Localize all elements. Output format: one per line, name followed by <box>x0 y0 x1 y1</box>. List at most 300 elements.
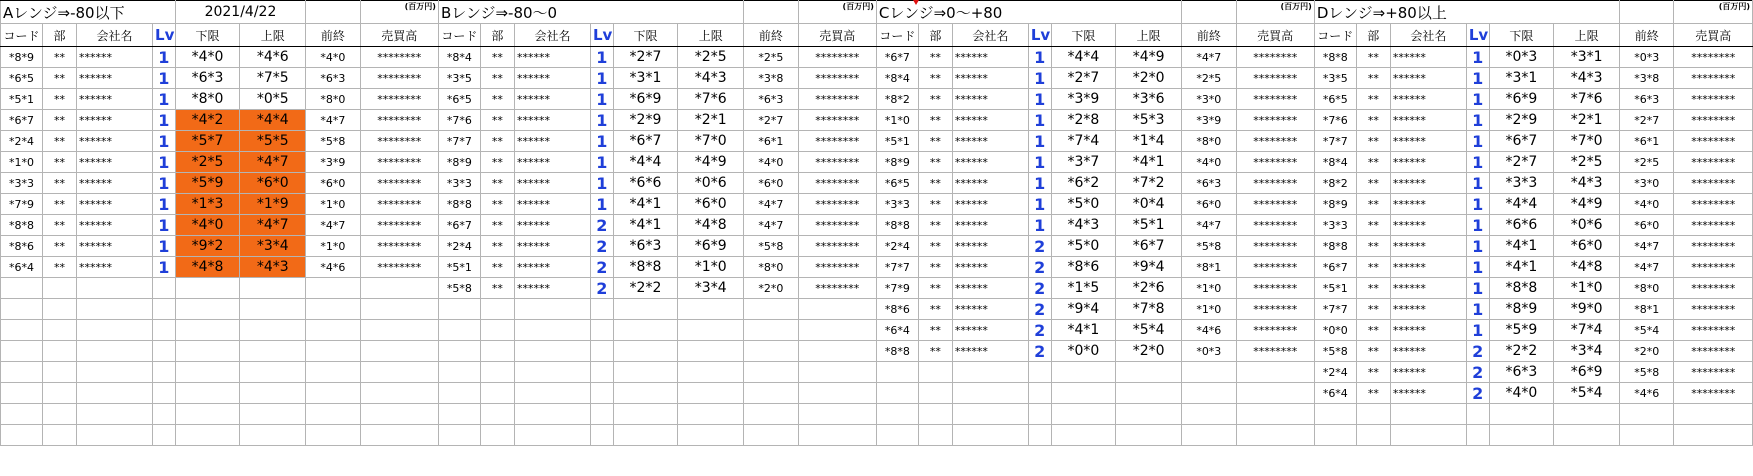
empty-cell[interactable] <box>613 362 678 383</box>
empty-cell[interactable] <box>678 320 744 341</box>
column-header[interactable]: 会社名 <box>1390 24 1466 47</box>
empty-cell[interactable] <box>360 299 438 320</box>
cell-hi[interactable]: *2*1 <box>1554 110 1620 131</box>
cell-name[interactable]: ****** <box>77 89 153 110</box>
cell-lv[interactable]: 1 <box>1028 110 1051 131</box>
empty-cell[interactable] <box>360 383 438 404</box>
cell-lv[interactable]: 1 <box>153 236 176 257</box>
empty-cell[interactable] <box>1028 383 1051 404</box>
cell-prev[interactable]: *6*0 <box>1182 194 1236 215</box>
cell-bu[interactable]: ** <box>1356 68 1390 89</box>
cell-name[interactable]: ****** <box>77 110 153 131</box>
cell-name[interactable]: ****** <box>514 257 590 278</box>
column-header[interactable]: コード <box>438 24 480 47</box>
cell-hi[interactable]: *4*9 <box>1116 47 1182 68</box>
empty-cell[interactable] <box>876 383 918 404</box>
empty-cell[interactable] <box>306 299 360 320</box>
empty-cell[interactable] <box>1028 362 1051 383</box>
cell-bu[interactable]: ** <box>42 257 76 278</box>
empty-cell[interactable] <box>1489 404 1554 425</box>
cell-vol[interactable]: ******** <box>1236 236 1314 257</box>
empty-cell[interactable] <box>918 362 952 383</box>
cell-prev[interactable]: *4*6 <box>306 257 360 278</box>
empty-cell[interactable] <box>360 278 438 299</box>
cell-bu[interactable]: ** <box>1356 362 1390 383</box>
cell-lo[interactable]: *5*9 <box>1489 320 1554 341</box>
cell-prev[interactable]: *4*6 <box>1182 320 1236 341</box>
cell-name[interactable]: ****** <box>514 152 590 173</box>
cell-code[interactable]: *8*2 <box>1314 173 1356 194</box>
cell-bu[interactable]: ** <box>1356 257 1390 278</box>
cell-code[interactable]: *5*1 <box>876 131 918 152</box>
cell-prev[interactable]: *2*0 <box>1620 341 1674 362</box>
cell-lo[interactable]: *4*0 <box>175 215 240 236</box>
empty-cell[interactable] <box>876 425 918 446</box>
cell-hi[interactable]: *4*4 <box>240 110 306 131</box>
empty-cell[interactable] <box>1 404 43 425</box>
cell-lv[interactable]: 1 <box>590 194 613 215</box>
cell-name[interactable]: ****** <box>1390 173 1466 194</box>
cell-lo[interactable]: *8*8 <box>613 257 678 278</box>
cell-hi[interactable]: *7*2 <box>1116 173 1182 194</box>
cell-bu[interactable]: ** <box>918 173 952 194</box>
cell-lo[interactable]: *7*4 <box>1051 131 1116 152</box>
cell-hi[interactable]: *0*4 <box>1116 194 1182 215</box>
cell-lv[interactable]: 1 <box>1466 152 1489 173</box>
cell-prev[interactable]: *3*9 <box>1182 110 1236 131</box>
cell-lv[interactable]: 2 <box>590 257 613 278</box>
empty-cell[interactable] <box>1 320 43 341</box>
cell-vol[interactable]: ******** <box>360 68 438 89</box>
cell-lo[interactable]: *6*9 <box>1489 89 1554 110</box>
cell-lv[interactable]: 1 <box>590 131 613 152</box>
cell-name[interactable]: ****** <box>514 236 590 257</box>
empty-cell[interactable] <box>42 278 76 299</box>
empty-cell[interactable] <box>1236 383 1314 404</box>
empty-cell[interactable] <box>1 425 43 446</box>
cell-lv[interactable]: 2 <box>1028 257 1051 278</box>
cell-hi[interactable]: *1*9 <box>240 194 306 215</box>
cell-bu[interactable]: ** <box>42 131 76 152</box>
empty-cell[interactable] <box>1182 425 1236 446</box>
cell-hi[interactable]: *6*7 <box>1116 236 1182 257</box>
empty-cell[interactable] <box>480 299 514 320</box>
cell-name[interactable]: ****** <box>514 89 590 110</box>
cell-hi[interactable]: *4*9 <box>678 152 744 173</box>
empty-cell[interactable] <box>240 299 306 320</box>
cell-hi[interactable]: *4*8 <box>1554 257 1620 278</box>
cell-lo[interactable]: *2*9 <box>1489 110 1554 131</box>
empty-cell[interactable] <box>306 341 360 362</box>
empty-cell[interactable] <box>1 341 43 362</box>
cell-hi[interactable]: *7*5 <box>240 68 306 89</box>
empty-cell[interactable] <box>1236 362 1314 383</box>
cell-lo[interactable]: *8*0 <box>175 89 240 110</box>
cell-bu[interactable]: ** <box>918 320 952 341</box>
cell-name[interactable]: ****** <box>1390 110 1466 131</box>
cell-vol[interactable]: ******** <box>1674 341 1753 362</box>
cell-vol[interactable]: ******** <box>1236 152 1314 173</box>
cell-hi[interactable]: *2*6 <box>1116 278 1182 299</box>
empty-cell[interactable] <box>1314 404 1356 425</box>
cell-name[interactable]: ****** <box>1390 152 1466 173</box>
empty-cell[interactable] <box>514 362 590 383</box>
cell-hi[interactable]: *6*0 <box>678 194 744 215</box>
empty-cell[interactable] <box>952 404 1028 425</box>
cell-lo[interactable]: *4*4 <box>1051 47 1116 68</box>
cell-lo[interactable]: *6*2 <box>1051 173 1116 194</box>
empty-cell[interactable] <box>175 404 240 425</box>
cell-vol[interactable]: ******** <box>798 131 876 152</box>
cell-code[interactable]: *3*5 <box>1314 68 1356 89</box>
empty-cell[interactable] <box>744 383 798 404</box>
empty-cell[interactable] <box>1390 404 1466 425</box>
cell-lo[interactable]: *6*6 <box>613 173 678 194</box>
cell-lo[interactable]: *4*8 <box>175 257 240 278</box>
cell-prev[interactable]: *5*8 <box>744 236 798 257</box>
cell-lo[interactable]: *2*9 <box>613 110 678 131</box>
cell-lv[interactable]: 1 <box>1028 68 1051 89</box>
cell-lv[interactable]: 1 <box>1466 278 1489 299</box>
cell-prev[interactable]: *6*0 <box>1620 215 1674 236</box>
cell-lo[interactable]: *9*2 <box>175 236 240 257</box>
cell-name[interactable]: ****** <box>514 194 590 215</box>
empty-cell[interactable] <box>1314 425 1356 446</box>
cell-hi[interactable]: *4*3 <box>1554 173 1620 194</box>
cell-lo[interactable]: *4*1 <box>1051 320 1116 341</box>
cell-lo[interactable]: *4*0 <box>175 47 240 68</box>
cell-code[interactable]: *6*5 <box>1314 89 1356 110</box>
cell-lv[interactable]: 1 <box>153 68 176 89</box>
column-header[interactable]: Lv <box>590 24 613 47</box>
empty-cell[interactable] <box>480 383 514 404</box>
empty-cell[interactable] <box>1116 383 1182 404</box>
empty-cell[interactable] <box>153 362 176 383</box>
cell-vol[interactable]: ******** <box>1236 215 1314 236</box>
cell-name[interactable]: ****** <box>77 47 153 68</box>
empty-cell[interactable] <box>77 278 153 299</box>
cell-lv[interactable]: 1 <box>153 257 176 278</box>
cell-vol[interactable]: ******** <box>360 110 438 131</box>
cell-code[interactable]: *0*0 <box>1314 320 1356 341</box>
cell-bu[interactable]: ** <box>480 131 514 152</box>
cell-name[interactable]: ****** <box>77 215 153 236</box>
cell-bu[interactable]: ** <box>1356 320 1390 341</box>
empty-cell[interactable] <box>613 404 678 425</box>
cell-code[interactable]: *8*4 <box>876 68 918 89</box>
cell-bu[interactable]: ** <box>1356 131 1390 152</box>
empty-cell[interactable] <box>590 362 613 383</box>
cell-lv[interactable]: 1 <box>1466 110 1489 131</box>
empty-cell[interactable] <box>42 362 76 383</box>
cell-lv[interactable]: 2 <box>1466 362 1489 383</box>
cell-code[interactable]: *6*5 <box>1 68 43 89</box>
cell-hi[interactable]: *3*6 <box>1116 89 1182 110</box>
cell-bu[interactable]: ** <box>918 194 952 215</box>
cell-bu[interactable]: ** <box>918 47 952 68</box>
cell-lv[interactable]: 1 <box>1466 173 1489 194</box>
cell-lo[interactable]: *4*3 <box>1051 215 1116 236</box>
cell-code[interactable]: *8*8 <box>1 215 43 236</box>
cell-bu[interactable]: ** <box>42 89 76 110</box>
empty-cell[interactable] <box>1674 404 1753 425</box>
cell-name[interactable]: ****** <box>1390 236 1466 257</box>
cell-vol[interactable]: ******** <box>360 152 438 173</box>
column-header[interactable]: コード <box>1 24 43 47</box>
cell-hi[interactable]: *0*6 <box>1554 215 1620 236</box>
column-header[interactable]: 売買高 <box>798 24 876 47</box>
cell-vol[interactable]: ******** <box>1674 362 1753 383</box>
column-header[interactable]: 上限 <box>240 24 306 47</box>
cell-hi[interactable]: *2*0 <box>1116 341 1182 362</box>
empty-cell[interactable] <box>798 341 876 362</box>
empty-cell[interactable] <box>175 299 240 320</box>
empty-cell[interactable] <box>175 362 240 383</box>
empty-cell[interactable] <box>438 383 480 404</box>
cell-code[interactable]: *8*8 <box>438 194 480 215</box>
cell-lv[interactable]: 1 <box>1466 257 1489 278</box>
empty-cell[interactable] <box>590 383 613 404</box>
cell-name[interactable]: ****** <box>1390 383 1466 404</box>
cell-name[interactable]: ****** <box>514 47 590 68</box>
cell-lo[interactable]: *5*0 <box>1051 236 1116 257</box>
cell-hi[interactable]: *5*3 <box>1116 110 1182 131</box>
cell-bu[interactable]: ** <box>480 194 514 215</box>
empty-cell[interactable] <box>678 299 744 320</box>
cell-bu[interactable]: ** <box>480 47 514 68</box>
cell-hi[interactable]: *6*0 <box>1554 236 1620 257</box>
cell-vol[interactable]: ******** <box>1674 236 1753 257</box>
cell-bu[interactable]: ** <box>1356 110 1390 131</box>
cell-code[interactable]: *7*7 <box>1314 299 1356 320</box>
empty-cell[interactable] <box>1554 425 1620 446</box>
cell-lv[interactable]: 1 <box>153 47 176 68</box>
cell-bu[interactable]: ** <box>1356 215 1390 236</box>
cell-code[interactable]: *8*6 <box>1 236 43 257</box>
empty-cell[interactable] <box>1 278 43 299</box>
cell-vol[interactable]: ******** <box>1236 47 1314 68</box>
cell-vol[interactable]: ******** <box>360 89 438 110</box>
column-header[interactable]: 売買高 <box>1236 24 1314 47</box>
cell-code[interactable]: *6*7 <box>438 215 480 236</box>
empty-cell[interactable] <box>1236 425 1314 446</box>
cell-name[interactable]: ****** <box>1390 362 1466 383</box>
empty-cell[interactable] <box>514 320 590 341</box>
empty-cell[interactable] <box>590 341 613 362</box>
empty-cell[interactable] <box>1356 404 1390 425</box>
cell-prev[interactable]: *5*8 <box>306 131 360 152</box>
cell-code[interactable]: *7*7 <box>876 257 918 278</box>
cell-vol[interactable]: ******** <box>798 47 876 68</box>
cell-bu[interactable]: ** <box>1356 278 1390 299</box>
cell-name[interactable]: ****** <box>952 299 1028 320</box>
cell-prev[interactable]: *8*0 <box>1182 131 1236 152</box>
empty-cell[interactable] <box>360 320 438 341</box>
cell-lo[interactable]: *5*9 <box>175 173 240 194</box>
cell-vol[interactable]: ******** <box>1674 68 1753 89</box>
cell-lv[interactable]: 1 <box>1466 89 1489 110</box>
cell-hi[interactable]: *3*4 <box>240 236 306 257</box>
cell-lo[interactable]: *8*9 <box>1489 299 1554 320</box>
empty-cell[interactable] <box>480 341 514 362</box>
cell-name[interactable]: ****** <box>77 152 153 173</box>
cell-name[interactable]: ****** <box>952 194 1028 215</box>
cell-name[interactable]: ****** <box>1390 68 1466 89</box>
cell-lv[interactable]: 1 <box>153 152 176 173</box>
empty-cell[interactable] <box>240 383 306 404</box>
cell-vol[interactable]: ******** <box>798 257 876 278</box>
empty-cell[interactable] <box>678 341 744 362</box>
cell-name[interactable]: ****** <box>1390 257 1466 278</box>
empty-cell[interactable] <box>952 362 1028 383</box>
empty-cell[interactable] <box>798 320 876 341</box>
empty-cell[interactable] <box>42 299 76 320</box>
cell-vol[interactable]: ******** <box>1236 278 1314 299</box>
column-header[interactable]: Lv <box>1466 24 1489 47</box>
cell-bu[interactable]: ** <box>918 299 952 320</box>
cell-bu[interactable]: ** <box>1356 89 1390 110</box>
cell-lo[interactable]: *3*1 <box>1489 68 1554 89</box>
cell-hi[interactable]: *7*0 <box>1554 131 1620 152</box>
cell-lo[interactable]: *2*5 <box>175 152 240 173</box>
cell-code[interactable]: *6*7 <box>1 110 43 131</box>
empty-cell[interactable] <box>77 320 153 341</box>
cell-lo[interactable]: *5*7 <box>175 131 240 152</box>
cell-prev[interactable]: *3*9 <box>306 152 360 173</box>
cell-bu[interactable]: ** <box>42 236 76 257</box>
cell-bu[interactable]: ** <box>1356 173 1390 194</box>
cell-code[interactable]: *6*7 <box>1314 257 1356 278</box>
empty-cell[interactable] <box>438 299 480 320</box>
cell-lo[interactable]: *8*8 <box>1489 278 1554 299</box>
cell-name[interactable]: ****** <box>514 110 590 131</box>
empty-cell[interactable] <box>175 278 240 299</box>
cell-prev[interactable]: *5*4 <box>1620 320 1674 341</box>
cell-bu[interactable]: ** <box>918 341 952 362</box>
empty-cell[interactable] <box>1620 425 1674 446</box>
empty-cell[interactable] <box>876 362 918 383</box>
cell-hi[interactable]: *4*7 <box>240 215 306 236</box>
cell-code[interactable]: *8*4 <box>438 47 480 68</box>
cell-code[interactable]: *7*9 <box>1 194 43 215</box>
empty-cell[interactable] <box>1 383 43 404</box>
column-header[interactable]: 下限 <box>613 24 678 47</box>
cell-vol[interactable]: ******** <box>798 236 876 257</box>
cell-code[interactable]: *3*3 <box>1314 215 1356 236</box>
empty-cell[interactable] <box>1051 404 1116 425</box>
empty-cell[interactable] <box>613 299 678 320</box>
cell-vol[interactable]: ******** <box>1674 299 1753 320</box>
empty-cell[interactable] <box>744 320 798 341</box>
cell-lv[interactable]: 1 <box>1466 299 1489 320</box>
column-header[interactable]: 売買高 <box>1674 24 1753 47</box>
cell-bu[interactable]: ** <box>480 236 514 257</box>
cell-prev[interactable]: *2*7 <box>744 110 798 131</box>
cell-hi[interactable]: *7*0 <box>678 131 744 152</box>
empty-cell[interactable] <box>918 383 952 404</box>
cell-prev[interactable]: *0*3 <box>1182 341 1236 362</box>
cell-vol[interactable]: ******** <box>798 110 876 131</box>
column-header[interactable]: 前終 <box>1182 24 1236 47</box>
empty-cell[interactable] <box>1051 362 1116 383</box>
cell-hi[interactable]: *4*1 <box>1116 152 1182 173</box>
empty-cell[interactable] <box>480 320 514 341</box>
empty-cell[interactable] <box>240 362 306 383</box>
cell-lv[interactable]: 1 <box>1028 215 1051 236</box>
cell-name[interactable]: ****** <box>952 278 1028 299</box>
cell-code[interactable]: *8*8 <box>876 341 918 362</box>
cell-prev[interactable]: *5*8 <box>1182 236 1236 257</box>
cell-bu[interactable]: ** <box>42 173 76 194</box>
empty-cell[interactable] <box>514 341 590 362</box>
empty-cell[interactable] <box>1182 362 1236 383</box>
empty-cell[interactable] <box>952 383 1028 404</box>
cell-vol[interactable]: ******** <box>1674 320 1753 341</box>
empty-cell[interactable] <box>1674 425 1753 446</box>
cell-hi[interactable]: *3*1 <box>1554 47 1620 68</box>
cell-hi[interactable]: *2*0 <box>1116 68 1182 89</box>
cell-name[interactable]: ****** <box>1390 47 1466 68</box>
cell-lv[interactable]: 1 <box>1466 215 1489 236</box>
cell-bu[interactable]: ** <box>42 215 76 236</box>
cell-lv[interactable]: 1 <box>153 110 176 131</box>
comment-indicator-icon[interactable] <box>913 0 919 5</box>
cell-name[interactable]: ****** <box>952 257 1028 278</box>
cell-name[interactable]: ****** <box>77 173 153 194</box>
cell-vol[interactable]: ******** <box>1674 257 1753 278</box>
cell-lo[interactable]: *2*2 <box>613 278 678 299</box>
empty-cell[interactable] <box>798 383 876 404</box>
cell-hi[interactable]: *6*0 <box>240 173 306 194</box>
empty-cell[interactable] <box>175 425 240 446</box>
cell-code[interactable]: *8*4 <box>1314 152 1356 173</box>
cell-prev[interactable]: *3*0 <box>1182 89 1236 110</box>
empty-cell[interactable] <box>1 362 43 383</box>
cell-hi[interactable]: *4*9 <box>1554 194 1620 215</box>
cell-lo[interactable]: *6*9 <box>613 89 678 110</box>
cell-vol[interactable]: ******** <box>1236 341 1314 362</box>
empty-cell[interactable] <box>306 278 360 299</box>
empty-cell[interactable] <box>153 278 176 299</box>
cell-code[interactable]: *5*1 <box>438 257 480 278</box>
cell-hi[interactable]: *1*0 <box>678 257 744 278</box>
cell-bu[interactable]: ** <box>480 110 514 131</box>
cell-code[interactable]: *3*3 <box>876 194 918 215</box>
cell-prev[interactable]: *1*0 <box>306 236 360 257</box>
cell-prev[interactable]: *3*8 <box>1620 68 1674 89</box>
cell-lo[interactable]: *6*3 <box>1489 362 1554 383</box>
column-header[interactable]: コード <box>1314 24 1356 47</box>
cell-prev[interactable]: *2*0 <box>744 278 798 299</box>
cell-hi[interactable]: *1*4 <box>1116 131 1182 152</box>
cell-prev[interactable]: *4*7 <box>1620 257 1674 278</box>
empty-cell[interactable] <box>42 320 76 341</box>
cell-bu[interactable]: ** <box>42 194 76 215</box>
empty-cell[interactable] <box>590 320 613 341</box>
cell-lv[interactable]: 2 <box>1466 341 1489 362</box>
cell-code[interactable]: *7*9 <box>876 278 918 299</box>
cell-lo[interactable]: *3*9 <box>1051 89 1116 110</box>
empty-cell[interactable] <box>744 362 798 383</box>
column-header[interactable]: 会社名 <box>77 24 153 47</box>
cell-bu[interactable]: ** <box>42 152 76 173</box>
column-header[interactable]: 上限 <box>1116 24 1182 47</box>
cell-lv[interactable]: 1 <box>1028 173 1051 194</box>
cell-hi[interactable]: *5*5 <box>240 131 306 152</box>
cell-prev[interactable]: *4*7 <box>1620 236 1674 257</box>
column-header[interactable]: コード <box>876 24 918 47</box>
cell-lv[interactable]: 1 <box>153 215 176 236</box>
